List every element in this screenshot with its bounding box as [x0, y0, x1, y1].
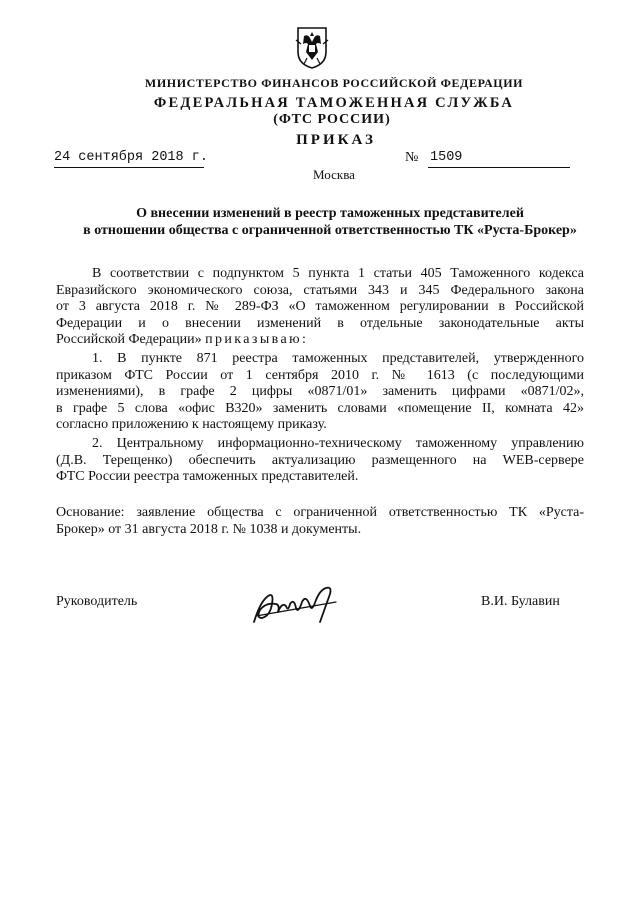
document-type: ПРИКАЗ [296, 132, 376, 148]
text-line: Федерации и о внесении изменений в отдельные законодательные акты [56, 315, 584, 331]
text-line: Евразийского экономического союза, статьями 343 и 345 Федерального закона [56, 282, 584, 298]
order-number-sign: № [405, 150, 419, 165]
text-line: Брокер» от 31 августа 2018 г. № 1038 и документы. [56, 521, 362, 537]
text-line: изменениями), в графе 2 цифры «0871/01» заменить цифрами «0871/02», [56, 384, 584, 399]
handwritten-signature [250, 582, 342, 626]
paragraph-item-1 [56, 351, 584, 434]
city: Москва [313, 167, 355, 182]
paragraph-basis [56, 505, 584, 538]
service-short-name: (ФТС РОССИИ) [273, 112, 391, 127]
ministry-name: МИНИСТЕРСТВО ФИНАНСОВ РОССИЙСКОЙ ФЕДЕРАЦИИ [144, 76, 524, 90]
russian-coat-of-arms-icon [290, 22, 334, 70]
text-line: в графе 5 слова «офис В320» заменить словами «помещение II, комната 42» [56, 400, 584, 416]
text-line: ФТС России реестра таможенных представителей. [56, 469, 359, 484]
text-line: 1. В пункте 871 реестра таможенных представителей, утвержденного [92, 351, 584, 366]
text-line: от 3 августа 2018 г. № 289-ФЗ «О таможенном регулировании в Российской [56, 299, 584, 314]
text-line: В соответствии с подпунктом 5 пункта 1 статьи 405 Таможенного кодекса [92, 266, 584, 281]
service-name: ФЕДЕРАЛЬНАЯ ТАМОЖЕННАЯ СЛУЖБА [153, 95, 515, 111]
document-title [40, 205, 620, 239]
order-date: 24 сентября 2018 г. [54, 150, 208, 165]
text-line: приказом ФТС России от 1 сентября 2010 г. № 1613 (с последующими [56, 367, 584, 383]
text-line: Основание: заявление общества с ограниченной ответственностью ТК «Руста- [56, 505, 584, 520]
title-line: в отношении общества с ограниченной ответственностью ТК «Руста-Брокер» [83, 223, 577, 238]
signatory-position: Руководитель [56, 594, 138, 609]
text-line: (Д.В. Терещенко) обеспечить актуализацию размещенного на WEB-сервере [56, 452, 584, 468]
paragraph-preamble [56, 266, 584, 349]
order-number: 1509 [430, 150, 463, 165]
title-line: О внесении изменений в реестр таможенных представителей [136, 206, 524, 221]
text-fragment: Российской Федерации» [56, 332, 202, 347]
order-word: приказываю: [205, 332, 309, 347]
paragraph-item-2 [56, 436, 584, 486]
text-line [56, 332, 584, 349]
text-line: согласно приложению к настоящему приказу. [56, 417, 327, 432]
signatory-name: В.И. Булавин [481, 594, 560, 609]
text-line: 2. Центральному информационно-техническому таможенному управлению [92, 436, 584, 451]
